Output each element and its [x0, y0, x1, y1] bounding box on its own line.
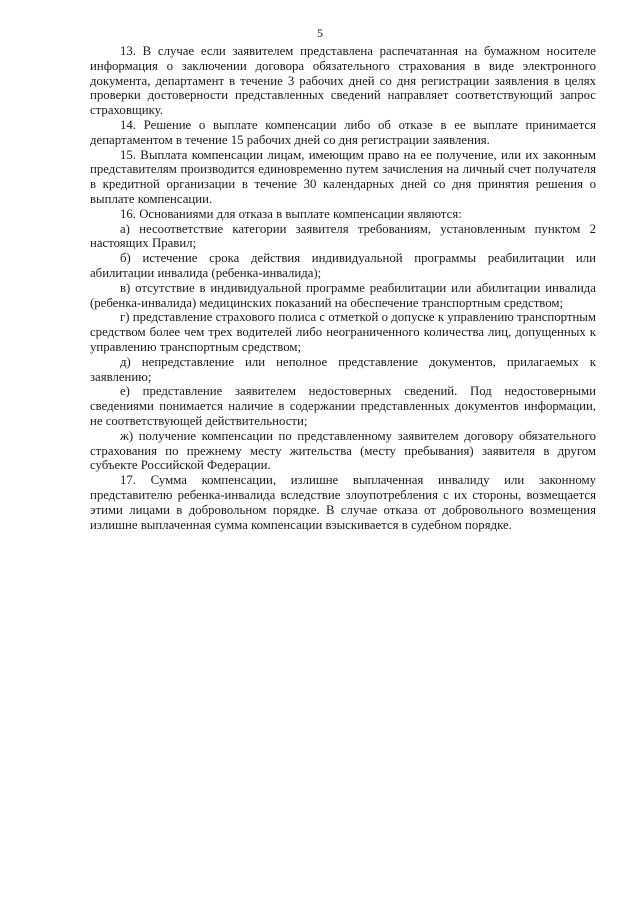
paragraph-17: 17. Сумма компенсации, излишне выплаченная инвалиду или законному представителю ребенка-инвалида вследствие злоупотребления с их стороны, возмещается этими лицами в добровольном порядке. В случае отказа от добровольного возмещения излишне выплаченная сумма компенсации взыскивается в судебном порядке.: [90, 473, 596, 532]
page-number: 5: [317, 26, 323, 40]
list-item-d: д) непредставление или неполное представление документов, прилагаемых к заявлению;: [90, 354, 596, 384]
list-item-v: в) отсутствие в индивидуальной программе реабилитации или абилитации инвалида (ребенка-инвалида) медицинских показаний на обеспечение транспортным средством;: [90, 280, 596, 310]
list-item-g: г) представление страхового полиса с отметкой о допуске к управлению транспортным средством более чем трех водителей либо неограниченного количества лиц, допущенных к управлению транспортным средством;: [90, 310, 596, 354]
list-item-zh: ж) получение компенсации по представленному заявителем договору обязательного страхования по прежнему месту жительства (месту пребывания) заявителя в другом субъекте Российской Федерации.: [90, 428, 596, 473]
paragraph-14: 14. Решение о выплате компенсации либо об отказе в ее выплате принимается департаментом в течение 15 рабочих дней со дня регистрации заявления.: [90, 117, 596, 147]
paragraph-16: 16. Основаниями для отказа в выплате компенсации являются:: [120, 206, 462, 221]
paragraph-13: 13. В случае если заявителем представлена распечатанная на бумажном носителе информация о заключении договора обязательного страхования в виде электронного документа, департамент в течение 3 рабочих дней со дня регистрации заявления в целях проверки достоверности представленных сведений направляет соответствующий запрос страховщику.: [90, 44, 596, 118]
list-item-a: а) несоответствие категории заявителя требованиям, установленным пунктом 2 настоящих Правил;: [90, 221, 596, 251]
list-item-b: б) истечение срока действия индивидуальной программы реабилитации или абилитации инвалида (ребенка-инвалида);: [90, 251, 596, 280]
list-item-e: е) представление заявителем недостоверных сведений. Под недостоверными сведениями понимается наличие в содержании представленных документов информации, не соответствующей действительности;: [90, 384, 596, 428]
paragraph-15: 15. Выплата компенсации лицам, имеющим право на ее получение, или их законным представителям производится единовременно путем зачисления на личный счет получателя в кредитной организации в течение 30 календарных дней со дня принятия решения о выплате компенсации.: [90, 147, 596, 206]
document-body: [90, 44, 596, 532]
